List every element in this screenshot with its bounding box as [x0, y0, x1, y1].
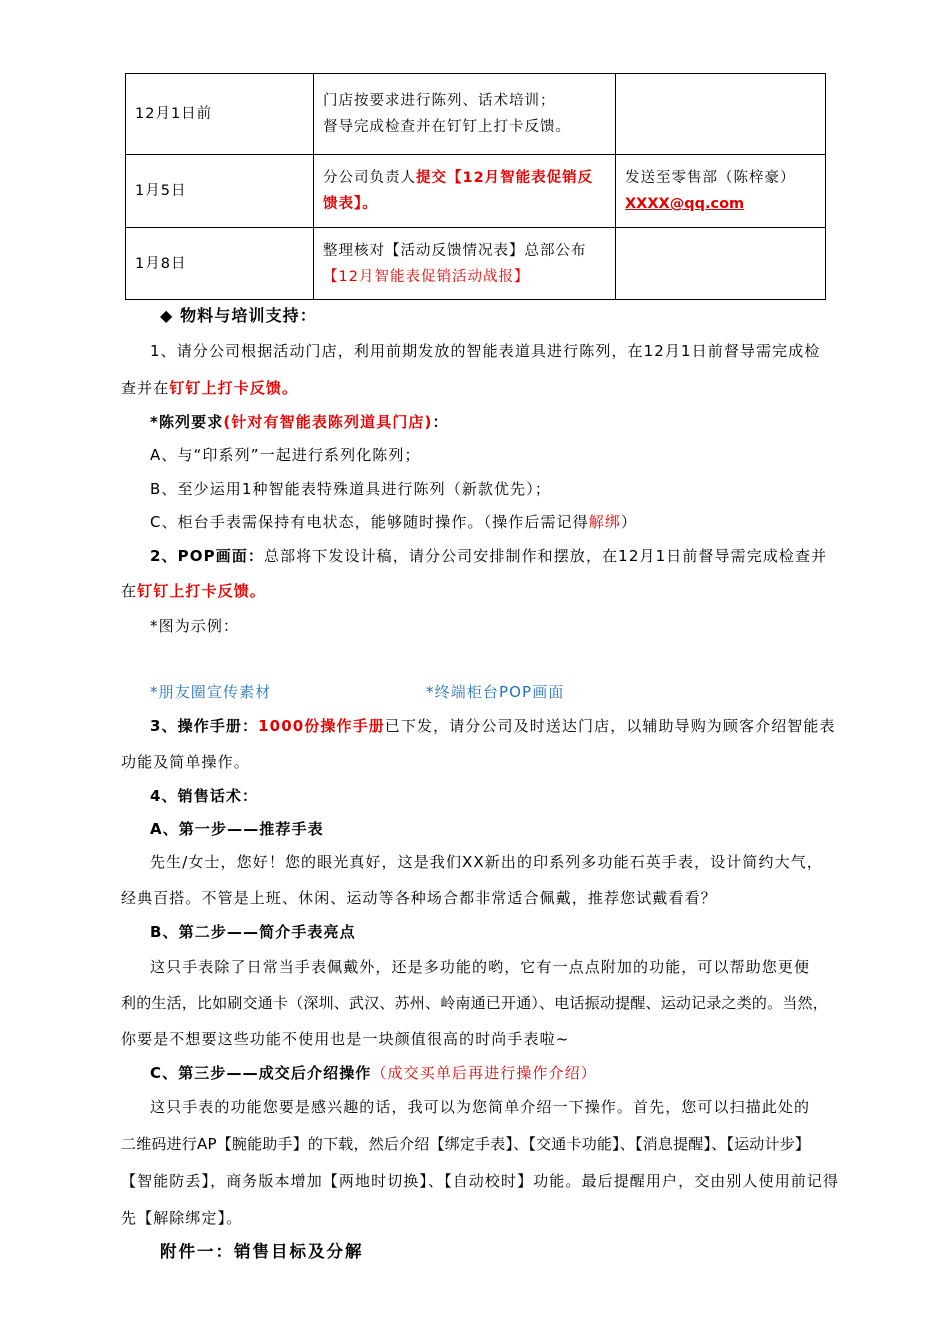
note-cell: 发送至零售部（陈梓豪） XXXX@qq.com: [616, 155, 826, 228]
display-item-a: A、与“印系列”一起进行系列化陈列；: [150, 446, 421, 464]
item1-line2: 查并在钉钉上打卡反馈。: [121, 379, 299, 397]
item1-line1: 1、请分公司根据活动门店，利用前期发放的智能表道具进行陈列，在12月1日前督导需完成检: [150, 342, 821, 360]
table-row: [126, 228, 826, 300]
item2-line2: 在钉钉上打卡反馈。: [121, 582, 266, 600]
step2-line1: 这只手表除了日常当手表佩戴外，还是多功能的哟，它有一点点附加的功能，可以帮助您更便: [150, 958, 811, 976]
date-cell: 1月5日: [126, 155, 314, 228]
table-row: [126, 74, 826, 155]
schedule-table: [125, 73, 826, 300]
caption-left: *朋友圈宣传素材: [150, 683, 272, 701]
caption-right: *终端柜台POP画面: [426, 683, 565, 701]
step1-line2: 经典百搭。不管是上班、休闲、运动等各种场合都非常适合佩戴，推荐您试戴看看？: [121, 889, 717, 907]
note-cell: [616, 74, 826, 155]
appendix-title: 附件一：销售目标及分解: [160, 1242, 364, 1261]
step3-line2: 二维码进行AP【腕能助手】的下载，然后介绍【绑定手表】、【交通卡功能】、【消息提醒】、【运动计步】: [121, 1135, 811, 1153]
task-cell: 门店按要求进行陈列、话术培训； 督导完成检查并在钉钉上打卡反馈。: [314, 74, 616, 155]
display-requirement-title: *陈列要求(针对有智能表陈列道具门店)：: [150, 413, 449, 431]
display-item-b: B、至少运用1种智能表特殊道具进行陈列（新款优先）；: [150, 480, 551, 498]
step3-line4: 先【解除绑定】。: [121, 1209, 243, 1227]
section-title: ◆ 物料与培训支持：: [160, 306, 317, 325]
task-cell: 整理核对【活动反馈情况表】总部公布 【12月智能表促销活动战报】: [314, 228, 616, 300]
date-cell: 12月1日前: [126, 74, 314, 155]
step3-line1: 这只手表的功能您要是感兴趣的话，我可以为您简单介绍一下操作。首先，您可以扫描此处的: [150, 1098, 811, 1116]
table-row: [126, 155, 826, 228]
example-note: *图为示例：: [150, 617, 240, 635]
date-cell: 1月8日: [126, 228, 314, 300]
task-cell: 分公司负责人提交【12月智能表促销反 馈表】。: [314, 155, 616, 228]
item3-line1: 3、操作手册：1000份操作手册已下发，请分公司及时送达门店，以辅助导购为顾客介绍智能表: [150, 717, 836, 735]
email-link[interactable]: XXXX@qq.com: [625, 196, 745, 212]
item4-title: 4、销售话术：: [150, 787, 259, 805]
item3-line2: 功能及简单操作。: [121, 753, 250, 771]
step2-title: B、第二步——简介手表亮点: [150, 923, 356, 941]
step1-line1: 先生/女士，您好！您的眼光真好，这是我们XX新出的印系列多功能石英手表，设计简约大气，: [150, 853, 823, 871]
step3-title: C、第三步——成交后介绍操作（成交买单后再进行操作介绍）: [150, 1064, 597, 1082]
display-item-c: C、柜台手表需保持有电状态，能够随时操作。（操作后需记得解绑）: [150, 513, 638, 531]
step1-title: A、第一步——推荐手表: [150, 820, 324, 838]
step2-line2: 利的生活，比如刷交通卡（深圳、武汉、苏州、岭南通已开通）、电话振动提醒、运动记录之类的。当然，: [121, 994, 828, 1012]
step3-line3: 【智能防丢】，商务版本增加【两地时切换】、【自动校时】功能。最后提醒用户，交由别人使用前记得: [121, 1172, 840, 1190]
note-cell: [616, 228, 826, 300]
step2-line3: 你要是不想要这些功能不使用也是一块颜值很高的时尚手表啦~: [121, 1030, 570, 1048]
item2-line1: 2、POP画面：总部将下发设计稿，请分公司安排制作和摆放，在12月1日前督导需完成检查并: [150, 547, 828, 565]
